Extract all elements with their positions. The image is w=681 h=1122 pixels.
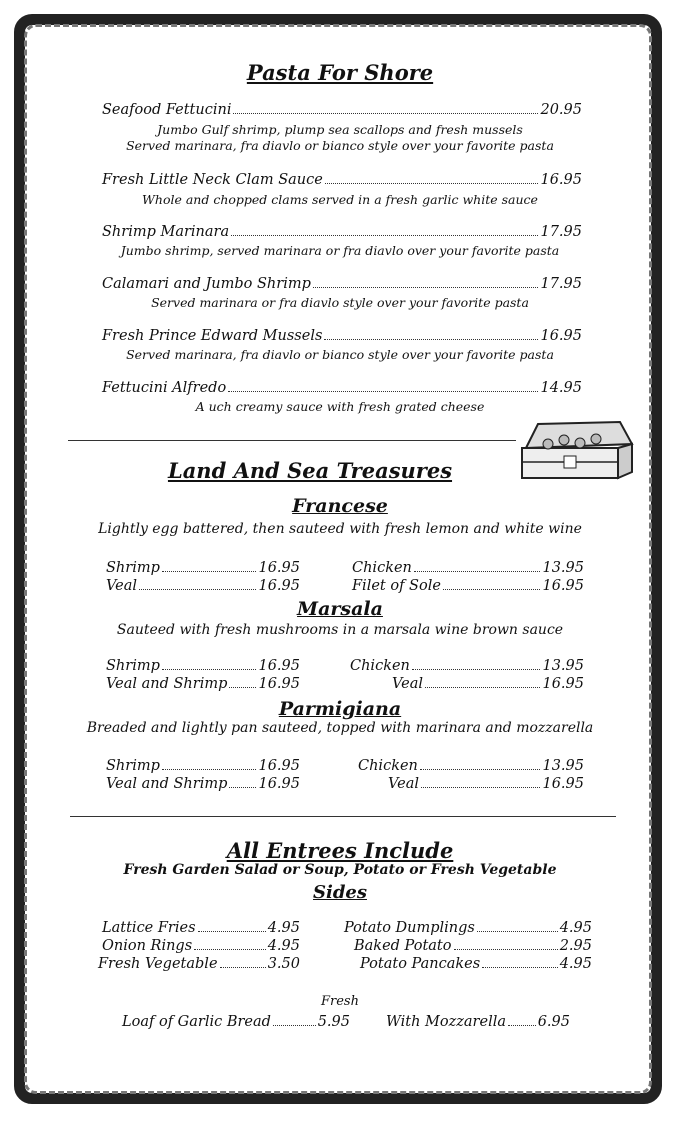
item-name: Veal and Shrimp bbox=[106, 776, 228, 792]
item-price: 17.95 bbox=[540, 224, 582, 240]
leader-dots bbox=[420, 758, 541, 770]
side-item bbox=[98, 956, 300, 972]
item-price: 13.95 bbox=[542, 758, 584, 774]
menu-item bbox=[102, 276, 582, 292]
item-description: Whole and chopped clams served in a fresh garlic white sauce bbox=[142, 192, 538, 207]
item-price: 16.95 bbox=[542, 578, 584, 594]
leader-dots bbox=[162, 758, 257, 770]
leader-dots bbox=[412, 658, 541, 670]
leader-dots bbox=[454, 938, 558, 950]
item-name: Potato Dumplings bbox=[344, 920, 475, 936]
item-price: 16.95 bbox=[542, 776, 584, 792]
item-name: Shrimp bbox=[106, 658, 160, 674]
item-price: 4.95 bbox=[267, 920, 300, 936]
item-name: Fresh Little Neck Clam Sauce bbox=[102, 172, 323, 188]
item-price: 2.95 bbox=[559, 938, 592, 954]
leader-dots bbox=[324, 328, 538, 340]
menu-item bbox=[102, 224, 582, 240]
item-name: Chicken bbox=[358, 758, 418, 774]
francese-description: Lightly egg battered, then sauteed with fresh lemon and white wine bbox=[98, 521, 582, 537]
leader-dots bbox=[421, 776, 540, 788]
leader-dots bbox=[273, 1014, 316, 1026]
side-item bbox=[386, 1014, 570, 1030]
item-name: Seafood Fettucini bbox=[102, 102, 232, 118]
item-price: 16.95 bbox=[258, 776, 300, 792]
menu-item bbox=[106, 758, 300, 774]
menu-item bbox=[352, 578, 584, 594]
leader-dots bbox=[325, 172, 539, 184]
leader-dots bbox=[443, 578, 541, 590]
leader-dots bbox=[233, 102, 538, 114]
item-name: Fresh Prince Edward Mussels bbox=[102, 328, 323, 344]
item-name: Filet of Sole bbox=[352, 578, 441, 594]
leader-dots bbox=[425, 676, 540, 688]
leader-dots bbox=[194, 938, 266, 950]
menu-item bbox=[106, 658, 300, 674]
item-price: 16.95 bbox=[540, 328, 582, 344]
item-price: 16.95 bbox=[540, 172, 582, 188]
sides-title: Sides bbox=[312, 882, 367, 903]
item-price: 16.95 bbox=[542, 676, 584, 692]
menu-item bbox=[106, 560, 300, 576]
menu-item bbox=[358, 758, 584, 774]
item-name: Loaf of Garlic Bread bbox=[122, 1014, 271, 1030]
leader-dots bbox=[477, 920, 558, 932]
side-item bbox=[354, 938, 592, 954]
menu-item bbox=[392, 676, 584, 692]
menu-item bbox=[350, 658, 584, 674]
pasta-section-title: Pasta For Shore bbox=[246, 60, 434, 85]
item-name: Baked Potato bbox=[354, 938, 452, 954]
menu-item bbox=[102, 172, 582, 188]
marsala-title: Marsala bbox=[297, 598, 383, 620]
item-price: 16.95 bbox=[258, 658, 300, 674]
fresh-label: Fresh bbox=[321, 994, 359, 1009]
section-divider bbox=[68, 440, 516, 441]
menu-content bbox=[40, 40, 640, 1080]
menu-item bbox=[106, 578, 300, 594]
francese-title: Francese bbox=[292, 495, 388, 517]
item-price: 16.95 bbox=[258, 676, 300, 692]
leader-dots bbox=[139, 578, 256, 590]
item-name: Shrimp bbox=[106, 758, 160, 774]
menu-item bbox=[102, 380, 582, 396]
leader-dots bbox=[229, 776, 256, 788]
item-price: 14.95 bbox=[540, 380, 582, 396]
item-description: Served marinara or fra diavlo style over your favorite pasta bbox=[151, 295, 529, 310]
leader-dots bbox=[228, 380, 538, 392]
item-price: 4.95 bbox=[559, 920, 592, 936]
entrees-description: Fresh Garden Salad or Soup, Potato or Fresh Vegetable bbox=[123, 862, 557, 878]
leader-dots bbox=[508, 1014, 536, 1026]
leader-dots bbox=[231, 224, 538, 236]
item-price: 6.95 bbox=[537, 1014, 570, 1030]
item-description: Jumbo Gulf shrimp, plump sea scallops and fresh mussels bbox=[157, 122, 523, 137]
leader-dots bbox=[229, 676, 256, 688]
item-price: 16.95 bbox=[258, 578, 300, 594]
item-name: Potato Pancakes bbox=[360, 956, 481, 972]
side-item bbox=[102, 920, 300, 936]
marsala-description: Sauteed with fresh mushrooms in a marsala wine brown sauce bbox=[116, 622, 564, 638]
leader-dots bbox=[162, 658, 257, 670]
item-price: 3.50 bbox=[267, 956, 300, 972]
leader-dots bbox=[162, 560, 257, 572]
item-price: 4.95 bbox=[267, 938, 300, 954]
item-price: 13.95 bbox=[542, 560, 584, 576]
item-name: Chicken bbox=[352, 560, 412, 576]
item-name: Lattice Fries bbox=[102, 920, 196, 936]
item-description: A uch creamy sauce with fresh grated cheese bbox=[195, 399, 485, 414]
item-name: Veal bbox=[106, 578, 138, 594]
parmigiana-title: Parmigiana bbox=[278, 698, 402, 720]
item-name: Onion Rings bbox=[102, 938, 193, 954]
item-name: Veal and Shrimp bbox=[106, 676, 228, 692]
item-price: 13.95 bbox=[542, 658, 584, 674]
item-name: Calamari and Jumbo Shrimp bbox=[102, 276, 311, 292]
item-price: 17.95 bbox=[540, 276, 582, 292]
side-item bbox=[344, 920, 592, 936]
item-description: Served marinara, fra diavlo or bianco style over your favorite pasta bbox=[126, 138, 554, 153]
item-name: Chicken bbox=[350, 658, 410, 674]
leader-dots bbox=[414, 560, 541, 572]
menu-item bbox=[102, 328, 582, 344]
item-price: 4.95 bbox=[559, 956, 592, 972]
item-price: 16.95 bbox=[258, 758, 300, 774]
parmigiana-description: Breaded and lightly pan sauteed, topped with marinara and mozzarella bbox=[86, 720, 594, 736]
item-description: Served marinara, fra diavlo or bianco style over your favorite pasta bbox=[126, 347, 554, 362]
side-item bbox=[102, 938, 300, 954]
item-price: 20.95 bbox=[540, 102, 582, 118]
leader-dots bbox=[482, 956, 558, 968]
entrees-title: All Entrees Include bbox=[226, 838, 454, 863]
menu-item bbox=[352, 560, 584, 576]
side-item bbox=[122, 1014, 350, 1030]
menu-item bbox=[102, 102, 582, 118]
menu-item bbox=[106, 776, 300, 792]
leader-dots bbox=[313, 276, 539, 288]
item-name: Fresh Vegetable bbox=[98, 956, 218, 972]
side-item bbox=[360, 956, 592, 972]
item-name: Shrimp bbox=[106, 560, 160, 576]
item-price: 5.95 bbox=[317, 1014, 350, 1030]
section-divider bbox=[70, 816, 616, 817]
item-name: Veal bbox=[388, 776, 420, 792]
leader-dots bbox=[198, 920, 266, 932]
leader-dots bbox=[220, 956, 266, 968]
menu-item bbox=[388, 776, 584, 792]
menu-item bbox=[106, 676, 300, 692]
item-name: With Mozzarella bbox=[386, 1014, 506, 1030]
item-description: Jumbo shrimp, served marinara or fra diavlo over your favorite pasta bbox=[120, 243, 560, 258]
item-name: Veal bbox=[392, 676, 424, 692]
item-name: Shrimp Marinara bbox=[102, 224, 230, 240]
item-name: Fettucini Alfredo bbox=[102, 380, 227, 396]
land-sea-section-title: Land And Sea Treasures bbox=[167, 458, 453, 483]
item-price: 16.95 bbox=[258, 560, 300, 576]
